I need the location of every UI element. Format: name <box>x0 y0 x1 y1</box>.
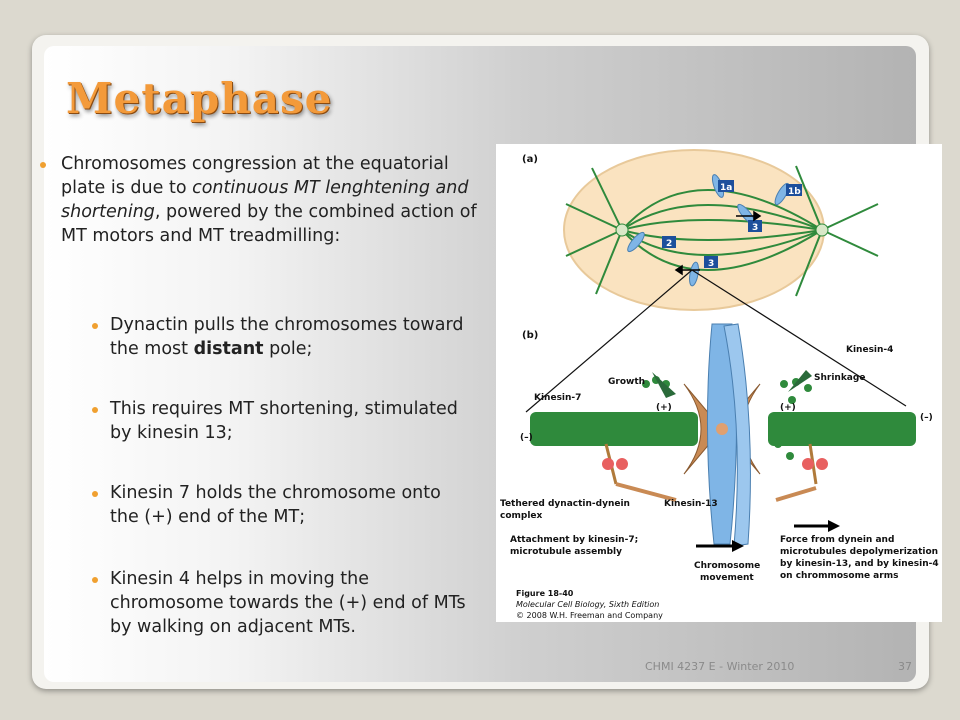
label-attach-2: microtubule assembly <box>510 547 622 557</box>
label-force-1: Force from dynein and <box>780 535 895 545</box>
bullet-dynactin-tail: pole; <box>263 339 313 359</box>
bullet-main-tail: , powered by the combined action of MT motors and MT treadmilling: <box>61 202 477 246</box>
caption-figure: Figure 18-40 <box>516 589 574 598</box>
footer-page-number: 37 <box>898 660 912 673</box>
label-attach-1: Attachment by kinesin-7; <box>510 535 639 545</box>
slide-title: Metaphase <box>66 74 333 123</box>
microtubule-left <box>530 412 698 446</box>
bullet-kinesin4: Kinesin 4 helps in moving the chromosome towards the (+) end of MTs by walking on adjacent MTs. <box>110 569 466 637</box>
marker-3-bottom-text: 3 <box>708 259 715 269</box>
bullet-dynactin-text: Dynactin pulls the chromosomes toward the most <box>110 315 464 359</box>
label-minus-left: (–) <box>520 433 533 443</box>
mitosis-figure <box>496 144 942 622</box>
label-chromosome-1: Chromosome <box>694 561 761 571</box>
footer-course: CHMI 4237 E - Winter 2010 <box>645 660 795 673</box>
label-force-4: on chrommosome arms <box>780 571 899 581</box>
label-force-3: by kinesin-13, and by kinesin-4 <box>780 559 939 569</box>
label-force-2: microtubules depolymerization <box>780 547 939 557</box>
marker-2-text: 2 <box>666 239 673 249</box>
bullet-dynactin-bold: distant <box>193 339 264 359</box>
cell-outline <box>564 150 824 310</box>
marker-1b-text: 1b <box>788 187 801 197</box>
force-arrow <box>794 520 840 532</box>
marker-1a-text: 1a <box>720 183 733 193</box>
caption-book: Molecular Cell Biology, Sixth Edition <box>516 600 660 609</box>
label-plus-right: (+) <box>780 403 796 413</box>
bullet-kinesin7: Kinesin 7 holds the chromosome onto the (+) end of the MT; <box>110 483 441 527</box>
label-kinesin4: Kinesin-4 <box>846 345 894 355</box>
bullet-mt-shortening: This requires MT shortening, stimulated by kinesin 13; <box>110 399 458 443</box>
left-pole <box>616 224 628 236</box>
microtubule-right <box>768 412 916 446</box>
chromosome-b <box>707 324 750 546</box>
label-chromosome-2: movement <box>700 573 754 583</box>
right-pole <box>816 224 828 236</box>
label-plus-left: (+) <box>656 403 672 413</box>
panel-a-label: (a) <box>522 154 538 165</box>
centromere <box>716 423 728 435</box>
caption-copyright: © 2008 W.H. Freeman and Company <box>516 611 663 620</box>
label-tethered-1: Tethered dynactin-dynein <box>500 499 630 509</box>
bullet-main-italic: continuous MT lenghtening and shortening <box>61 178 469 222</box>
bullet-main-text: Chromosomes congression at the equatorial plate is due to <box>61 154 449 198</box>
label-tethered-2: complex <box>500 511 543 521</box>
label-growth: Growth <box>608 377 646 387</box>
marker-3-top-text: 3 <box>752 223 759 233</box>
panel-b-label: (b) <box>522 330 539 341</box>
label-shrinkage: Shrinkage <box>814 373 866 383</box>
label-kinesin7: Kinesin-7 <box>534 393 582 403</box>
label-kinesin13: Kinesin-13 <box>664 499 718 509</box>
label-minus-right: (–) <box>920 413 933 423</box>
figure-svg <box>496 144 942 622</box>
